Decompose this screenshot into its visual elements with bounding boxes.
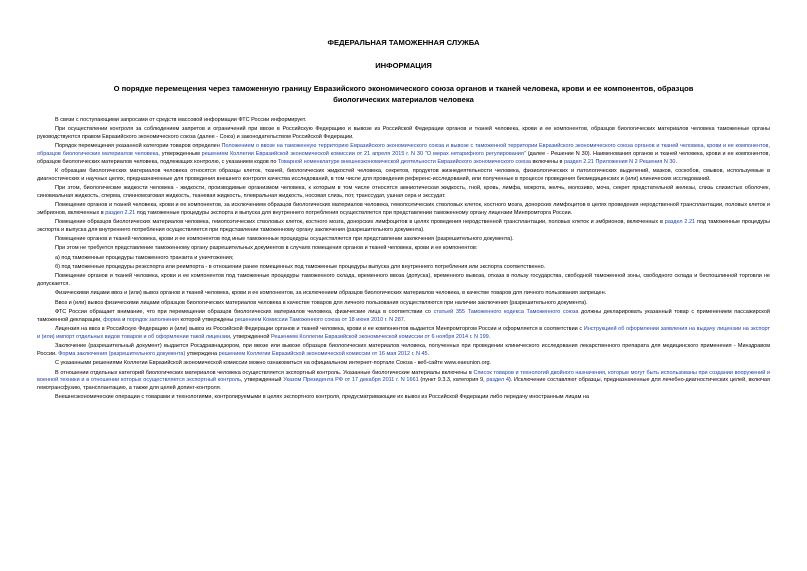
paragraph bbox=[37, 126, 770, 141]
paragraph-text: (пункт 9.3.3, категория 9, bbox=[418, 377, 487, 384]
document-link[interactable]: Решением Коллегии Евразийской экономической комиссии от 6 ноября 2014 г. N 199 bbox=[271, 333, 489, 340]
paragraph-text: . bbox=[675, 158, 677, 165]
paragraph bbox=[37, 245, 770, 253]
document-link[interactable]: форма bbox=[103, 316, 121, 323]
paragraph bbox=[37, 236, 770, 244]
document-link[interactable]: раздел 2.21 Приложения N 2 Решения N 30 bbox=[563, 158, 676, 165]
document-link[interactable]: Форма заключения (разрешительного документа) bbox=[58, 350, 186, 357]
paragraph-text: и bbox=[120, 316, 127, 323]
paragraph bbox=[37, 143, 770, 166]
document-link[interactable]: раздел 2.21 bbox=[105, 209, 136, 216]
paragraph-text: Внешнеэкономические операции с товарами и технологиями, контролируемыми в целях экспортного контроля, предусматривающие их вывоз из Российской Федерации либо передачу иностранным лицам на bbox=[55, 394, 590, 401]
document-link[interactable]: решением Коллегии Евразийской экономической комиссии от 21 апреля 2015 г. N 30 "О мерах нетарифного регулирования" bbox=[201, 150, 526, 157]
paragraph-text: . bbox=[488, 333, 491, 340]
paragraph-text: Помещение органов и тканей человека, крови и ее компонентов, за исключением образцов биологических материалов человека, гемопоэтических стволовых клеток, костного мозга, донорских лимфоцитов в целях проведения неродственной трансплантации, половых клеток и эмбрионов, включенных в bbox=[37, 201, 770, 216]
document-link[interactable]: статьей 355 Таможенного кодекса Таможенного союза bbox=[433, 309, 579, 316]
paragraph bbox=[37, 360, 770, 368]
paragraph-text: , утвержденной bbox=[230, 333, 271, 340]
paragraph bbox=[37, 309, 770, 324]
paragraph-text: Физическими лицами ввоз и (или) вывоз органов и тканей человека, крови и ее компонентов, за исключением образцов биологических материалов человека, в качестве товаров для личного пользования запрещен. bbox=[55, 290, 607, 297]
document-link[interactable]: Список товаров и технологий двойного назначения, которые могут быть использованы при создании вооружений и военной техники и в отношении которых осуществляется экспортный контроль bbox=[37, 369, 771, 384]
paragraph-text: Порядок перемещения указанной категории товаров определен bbox=[55, 143, 222, 150]
document-link[interactable]: решением Коллегии Евразийской экономической комиссии от 16 мая 2012 г. N 45 bbox=[218, 350, 428, 357]
document-link[interactable]: Инструкцией об оформлении заявления на выдачу лицензии на экспорт и (или) импорт отдельных видов товаров и об оформлении такой лицензии bbox=[37, 326, 770, 340]
paragraph-text: ФТС России обращает внимание, что при перемещении образцов биологических материалов человека, физические лица в соответствии со bbox=[55, 309, 434, 316]
document-link[interactable]: раздел 2.21 bbox=[664, 218, 696, 225]
paragraph-text: должны декларировать указанный товар с применением пассажирской таможенной декларации, bbox=[37, 309, 771, 323]
paragraph bbox=[37, 273, 770, 288]
paragraph-text: под таможенные процедуры экспорта и выпуска для внутреннего потребления осуществляется при представлении таможенному органу лицензии Минпромторга России. bbox=[135, 209, 573, 216]
paragraph-text: Помещение образцов биологических материалов человека, гемопоэтических стволовых клеток, костного мозга, донорских лимфоцитов в целях проведения неродственной трансплантации, половых клеток и эмбрионов, включенных в bbox=[55, 218, 665, 225]
paragraph-text: под таможенные процедуры экспорта и выпуска для внутреннего потребления осуществляется при представлении таможенному органу заключения (разрешительного документа). bbox=[37, 218, 770, 233]
paragraph bbox=[37, 370, 770, 393]
organization-heading: ФЕДЕРАЛЬНАЯ ТАМОЖЕННАЯ СЛУЖБА bbox=[327, 38, 480, 47]
document-link[interactable]: Товарной номенклатуре внешнеэкономической деятельности Евразийского экономического союза bbox=[277, 158, 531, 165]
paragraph bbox=[37, 343, 770, 358]
paragraph bbox=[37, 185, 770, 200]
paragraph-text: . bbox=[403, 316, 406, 323]
paragraph bbox=[37, 117, 770, 125]
paragraph-text: а) под таможенные процедуры таможенного транзита и уничтожения; bbox=[55, 254, 234, 261]
paragraph-text: Заключение (разрешительный документ) выдается Росздравнадзором, при ввозе или вывозе образцов биологических материалов человека, полученных при проведении клинического исследования лекарственного препарата для медицинского применения - Минздравом России. bbox=[37, 343, 770, 357]
paragraph-text: , утвержденным bbox=[158, 150, 202, 157]
title-line-2: биологических материалов человека bbox=[333, 95, 474, 104]
paragraph-text: утверждена bbox=[185, 350, 219, 357]
document-link[interactable]: Указом Президента РФ от 17 декабря 2011 г. N 1661 bbox=[283, 377, 419, 384]
document-link[interactable]: Положением о ввозе на таможенную территорию Евразийского экономического союза и вывозе с таможенной территории Евразийского экономического союза органов и тканей человека, крови и ее компонентов, образцов биологических материалов человека bbox=[37, 143, 770, 157]
document-link[interactable]: раздел 4 bbox=[486, 377, 509, 384]
paragraph-text: . bbox=[427, 350, 430, 357]
paragraph bbox=[37, 219, 770, 234]
paragraph bbox=[37, 168, 770, 183]
paragraph-text: В отношении отдельных категорий биологических материалов человека осуществляется экспортный контроль. Указанные биологические материалы включены в bbox=[55, 369, 474, 376]
paragraph-text: ). Исключение составляют образцы, предназначенные для лечебно-диагностических целей, включая гемотрансфузию, трансплантацию, а также для целей допинг-контроля. bbox=[37, 377, 770, 391]
paragraph-text: , утвержденный bbox=[240, 377, 284, 384]
paragraph bbox=[37, 394, 770, 402]
paragraph-text: При осуществлении контроля за соблюдением запретов и ограничений при ввозе в Российскую Федерацию и вывозе из Российской Федерации органов и тканей человека, крови и ее компонентов, образцов биологических материалов человека таможенные органы руководствуются правом Евразийского экономического союза (далее - Союз) и законодательством Российской Федерации. bbox=[37, 126, 770, 140]
paragraph bbox=[37, 202, 770, 217]
paragraph-text: К образцам биологических материалов человека относятся образцы клеток, тканей, биологических жидкостей человека, секретов, продуктов жизнедеятельности человека, физиологических и патологических выделений, мазков, соскобов, смывов, используемые в диагностических и научных целях, предназначенные для проведения внешнего контроля качества исследований, в том числе для проведения референс-исследований, или полученные в процессе проведения биомедицинских и (или) клинических исследований. bbox=[37, 167, 770, 182]
document-link[interactable]: порядок заполнения bbox=[126, 316, 179, 323]
paragraph-text: Ввоз и (или) вывоз физическими лицами образцов биологических материалов человека в качестве товаров для личного пользования осуществляются при наличии заключения (разрешительного документа). bbox=[55, 299, 588, 306]
paragraph bbox=[37, 255, 770, 263]
title-line-1: О порядке перемещения через таможенную границу Евразийского экономического союза органов и тканей человека, крови и ее компонентов, образцов bbox=[113, 84, 694, 93]
paragraph bbox=[37, 264, 770, 272]
paragraph-text: При этом не требуется представление таможенному органу разрешительных документов в случаях помещения органов и тканей человека, крови и ее компонентов: bbox=[55, 245, 478, 252]
paragraph bbox=[37, 290, 770, 298]
paragraph-text: При этом, биологические жидкости человека - жидкости, производимые организмом человека, к которым в том числе относятся амниотическая жидкость, гной, кровь, лимфа, мокрота, желчь, молозиво, моча, секрет предстательной железы, слизь слизистых оболочек, синовиальная жидкость, сперма, спинномозговая жидкость, тканевая жидкость, плевральная жидкость, носовая слизь, пот, транссудат, ушная сера и экссудат. bbox=[37, 184, 770, 199]
document-title bbox=[37, 83, 770, 105]
document-type-heading: ИНФОРМАЦИЯ bbox=[375, 61, 432, 70]
paragraph-text: включены в bbox=[530, 158, 564, 165]
paragraph-text: (далее - Решение N 30). Наименования органов и тканей человека, крови и ее компонентов, образцов биологических материалов человека, подлежащих контролю, с указанием кодов по bbox=[37, 150, 770, 165]
paragraph bbox=[37, 326, 770, 341]
paragraph-text: В связи с поступающими запросами от средств массовой информации ФТС России информирует. bbox=[55, 117, 307, 123]
paragraph-text: б) под таможенные процедуры реэкспорта или реимпорта - в отношении ранее помещенных под таможенные процедуры выпуска для внутреннего потребления или экспорта соответственно. bbox=[55, 264, 546, 271]
paragraph-text: Помещение органов и тканей человека, крови и ее компонентов под иные таможенные процедуры осуществляется при представлении заключения (разрешительного документа). bbox=[55, 235, 514, 242]
paragraph-text: Лицензия на ввоз в Российскую Федерацию и (или) вывоз из Российской Федерации органов и тканей человека, крови и ее компонентов выдается Минпромторгом России и оформляется в соответствии с bbox=[55, 326, 584, 333]
paragraph-text: Помещение органов и тканей человека, крови и ее компонентов под таможенные процедуры таможенного склада, временного ввоза (допуска), временного вывоза, отказа в пользу государства, свободной таможенной зоны, свободного склада и беспошлинной торговли не допускается. bbox=[37, 273, 770, 288]
document-link[interactable]: решением Комиссии Таможенного союза от 18 июня 2010 г. N 287 bbox=[234, 316, 404, 323]
paragraph-text: которой утверждены bbox=[178, 316, 235, 323]
paragraph-text: С указанными решениями Коллегии Евразийской экономической комиссии можно ознакомиться на официальном интернет-портале Союза - веб-сайте www.eaeunion.org. bbox=[55, 360, 492, 367]
document-body bbox=[37, 117, 770, 402]
paragraph bbox=[37, 300, 770, 308]
